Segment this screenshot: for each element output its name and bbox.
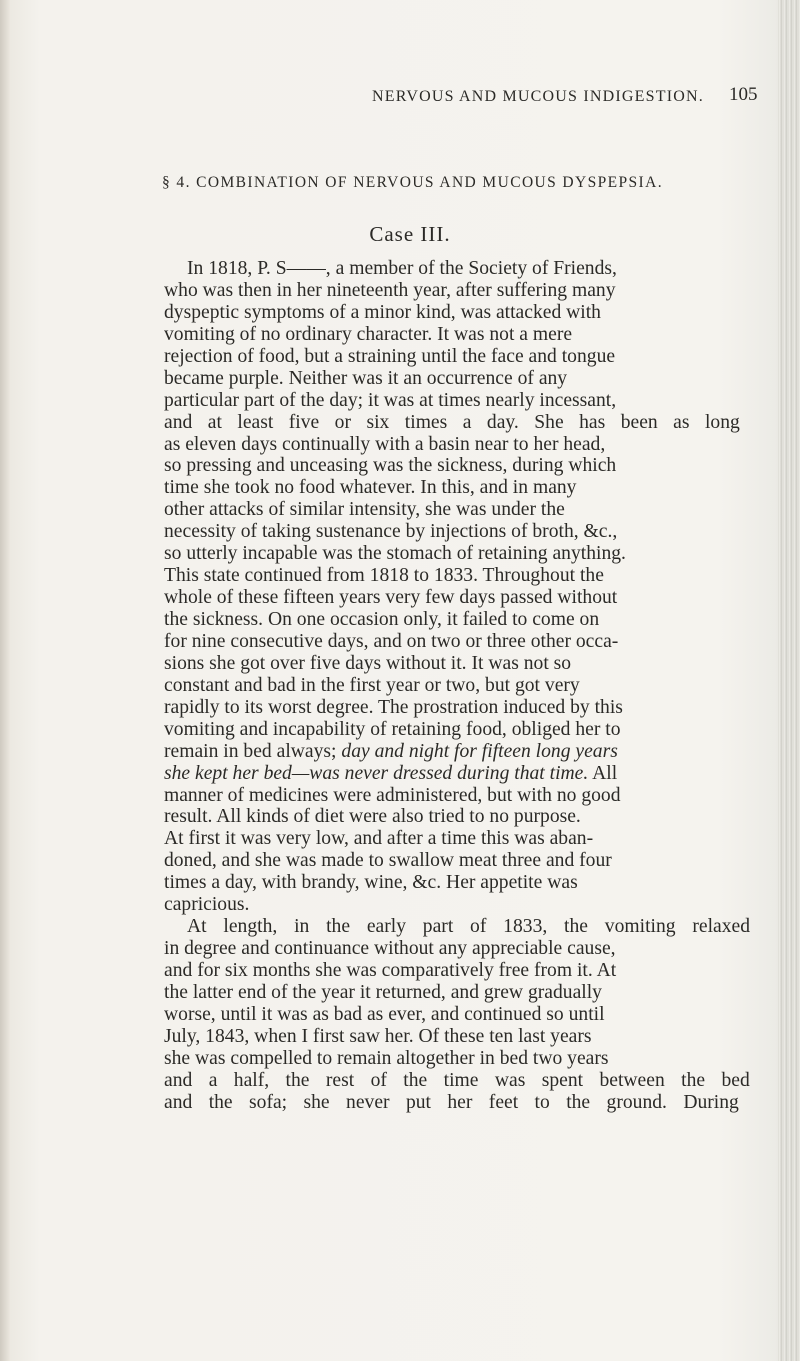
- text-line: [164, 346, 750, 368]
- text-line: [164, 521, 750, 543]
- text-line: [164, 719, 750, 741]
- text-line: [164, 434, 750, 456]
- page-number: 105: [729, 84, 758, 105]
- text-line-content: particular part of the day; it was at times nearly incessant,: [164, 389, 617, 411]
- text-line: [164, 850, 750, 872]
- text-line-content: time she took no food whatever. In this, and in many: [164, 477, 577, 499]
- text-line: [164, 631, 750, 653]
- text-line: [164, 324, 750, 346]
- text-line: [164, 543, 750, 565]
- text-line-content: the latter end of the year it returned, and grew gradually: [164, 981, 602, 1003]
- text-line: [164, 587, 750, 609]
- text-line-content: This state continued from 1818 to 1833. Throughout the: [164, 565, 604, 587]
- text-line: [164, 916, 750, 938]
- case-title: Case III.: [369, 222, 451, 246]
- text-line: [164, 653, 750, 675]
- text-line-content: as eleven days continually with a basin near to her head,: [164, 433, 606, 455]
- text-line-content: capricious.: [164, 894, 250, 916]
- text-line: [164, 609, 750, 631]
- text-line-content: other attacks of similar intensity, she was under the: [164, 499, 565, 521]
- text-line-content: became purple. Neither was it an occurrence of any: [164, 367, 568, 389]
- text-line-content: doned, and she was made to swallow meat three and four: [164, 850, 612, 872]
- italic-emphasis: she kept her bed—was never dressed during that time.: [164, 762, 589, 784]
- text-line: [164, 806, 750, 828]
- running-head: NERVOUS AND MUCOUS INDIGESTION.: [372, 88, 704, 105]
- text-line-content: At first it was very low, and after a time this was aban-: [164, 828, 594, 850]
- text-line: [164, 763, 750, 785]
- text-line-content: vomiting and incapability of retaining food, obliged her to: [164, 718, 621, 740]
- text-line: [164, 368, 750, 390]
- text-line: [164, 960, 750, 982]
- text-line: [164, 565, 750, 587]
- text-line: [164, 302, 750, 324]
- text-line-content: in degree and continuance without any appreciable cause,: [164, 938, 616, 960]
- italic-emphasis: day and night for fifteen long years: [341, 740, 618, 762]
- section-heading: § 4. COMBINATION OF NERVOUS AND MUCOUS DYSPEPSIA.: [162, 174, 663, 191]
- text-line-content: times a day, with brandy, wine, &c. Her appetite was: [164, 872, 578, 894]
- text-line: [164, 697, 750, 719]
- body-text: [164, 258, 750, 1114]
- text-line: [164, 280, 750, 302]
- text-line-content: so utterly incapable was the stomach of retaining anything.: [164, 543, 626, 565]
- text-line-content: In 1818, P. S——, a member of the Society of Friends,: [187, 258, 617, 279]
- text-line: [164, 1026, 750, 1048]
- text-line-content: sions she got over five days without it. It was not so: [164, 652, 572, 674]
- text-line-content: and a half, the rest of the time was spent between the bed: [164, 1069, 750, 1091]
- text-line-content: so pressing and unceasing was the sickness, during which: [164, 455, 617, 477]
- text-line-content: remain in bed always;: [164, 740, 342, 762]
- text-line-content: At length, in the early part of 1833, the vomiting relaxed: [187, 916, 751, 938]
- text-line-content: necessity of taking sustenance by injections of broth, &c.,: [164, 521, 618, 543]
- text-line: [164, 785, 750, 807]
- text-line: [164, 412, 750, 434]
- text-line-content: for nine consecutive days, and on two or three other occa-: [164, 630, 619, 652]
- text-line-content: she was compelled to remain altogether in bed two years: [164, 1047, 609, 1069]
- text-line: [164, 1004, 750, 1026]
- text-line-content: constant and bad in the first year or two, but got very: [164, 674, 580, 696]
- text-line-content: dyspeptic symptoms of a minor kind, was attacked with: [164, 301, 601, 323]
- text-line-content: worse, until it was as bad as ever, and continued so until: [164, 1003, 605, 1025]
- text-line: [164, 1092, 750, 1114]
- text-line: [164, 938, 750, 960]
- text-line: [164, 828, 750, 850]
- text-line-content: rejection of food, but a straining until the face and tongue: [164, 345, 616, 367]
- text-line: [164, 455, 750, 477]
- text-line: [164, 982, 750, 1004]
- text-line: [164, 390, 750, 412]
- text-line: [164, 675, 750, 697]
- text-line-content: and at least five or six times a day. She has been as long: [164, 411, 740, 433]
- text-line: [164, 741, 750, 763]
- text-line-content: the sickness. On one occasion only, it failed to come on: [164, 609, 600, 630]
- text-line: [164, 477, 750, 499]
- text-line-content: and for six months she was comparatively free from it. At: [164, 960, 617, 981]
- text-line-content: whole of these fifteen years very few days passed without: [164, 587, 618, 609]
- text-line-content: and the sofa; she never put her feet to the ground. During: [164, 1091, 739, 1113]
- text-line-content: result. All kinds of diet were also tried to no purpose.: [164, 806, 581, 828]
- text-line: [164, 499, 750, 521]
- text-line: [164, 1070, 750, 1092]
- text-line-content: rapidly to its worst degree. The prostration induced by this: [164, 696, 623, 718]
- text-line-content: vomiting of no ordinary character. It was not a mere: [164, 323, 573, 345]
- text-line-content: manner of medicines were administered, but with no good: [164, 784, 621, 806]
- text-line: [164, 258, 750, 280]
- text-line-tail: All: [588, 762, 618, 784]
- text-line: [164, 894, 750, 916]
- page-edge: [778, 0, 800, 1361]
- page-gutter: [0, 0, 10, 1361]
- text-line-content: July, 1843, when I first saw her. Of these ten last years: [164, 1025, 592, 1047]
- text-line-content: who was then in her nineteenth year, after suffering many: [164, 279, 616, 301]
- text-line: [164, 1048, 750, 1070]
- text-line: [164, 872, 750, 894]
